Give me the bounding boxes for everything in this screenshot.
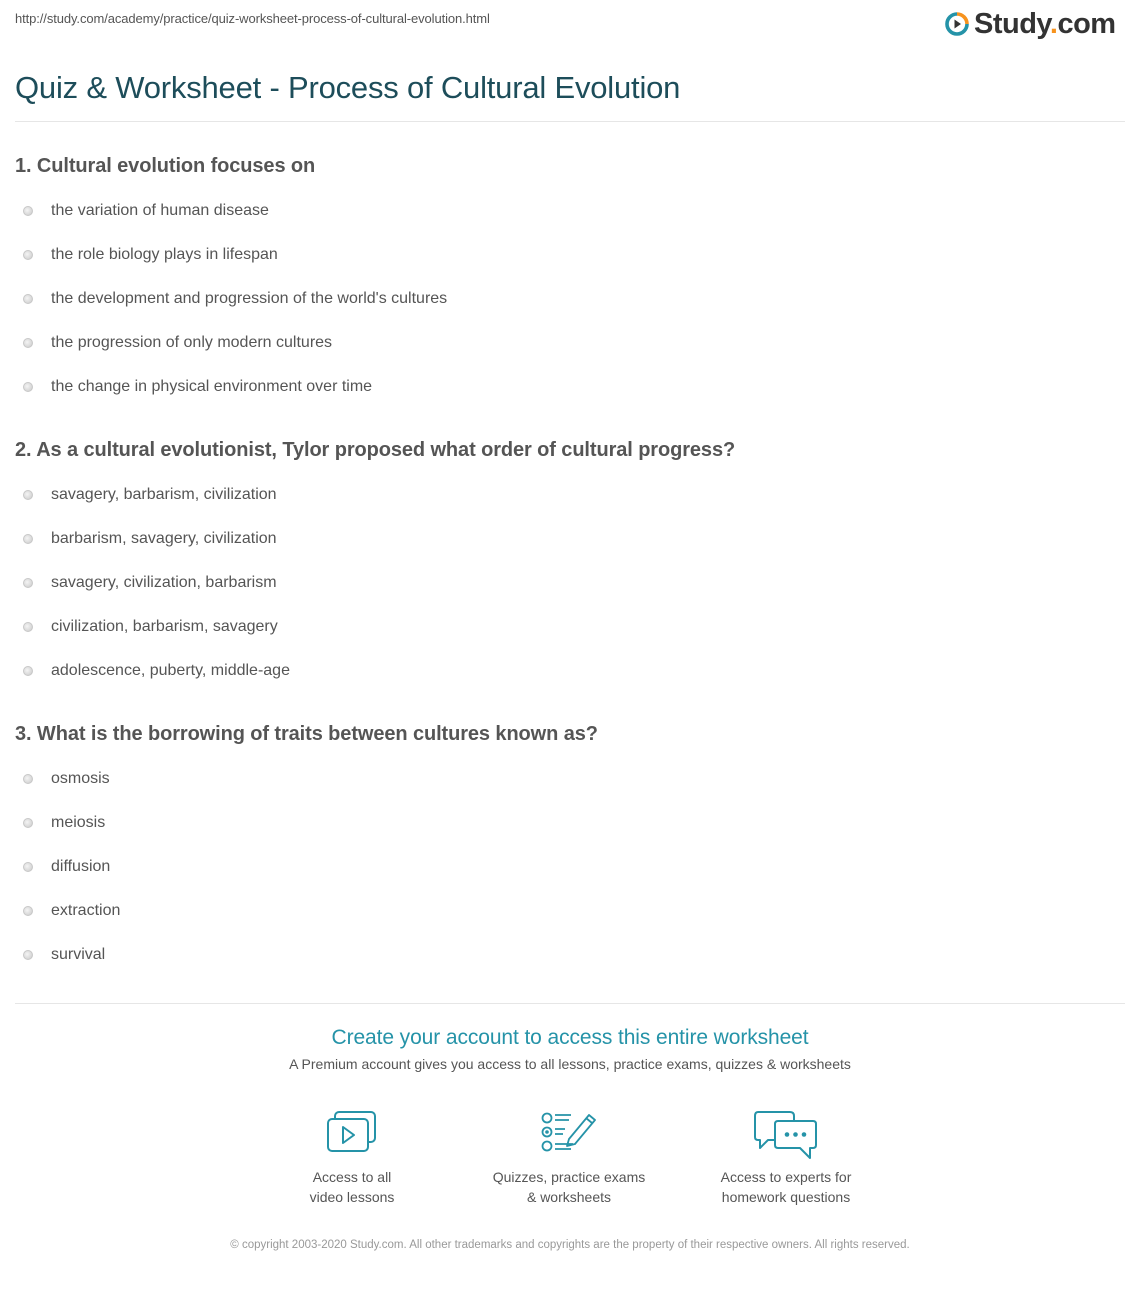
question-2	[15, 439, 735, 693]
answer-option[interactable]: extraction	[15, 889, 598, 933]
radio-icon[interactable]	[23, 578, 33, 588]
brand-name: Study.com	[974, 8, 1116, 40]
question-text: 1. Cultural evolution focuses on	[15, 155, 316, 177]
signup-cta	[0, 1026, 1140, 1072]
feature-video-lessons: Access to all video lessons	[252, 1110, 452, 1207]
answer-options	[15, 189, 447, 409]
radio-icon[interactable]	[23, 490, 33, 500]
answer-option[interactable]: osmosis	[15, 757, 598, 801]
radio-icon[interactable]	[23, 818, 33, 828]
play-circle-icon	[945, 12, 969, 36]
chat-bubbles-icon	[754, 1110, 818, 1162]
answer-option[interactable]: the variation of human disease	[15, 189, 447, 233]
question-text: 3. What is the borrowing of traits between cultures known as?	[15, 723, 598, 745]
answer-option[interactable]: civilization, barbarism, savagery	[15, 605, 735, 649]
answer-option[interactable]: meiosis	[15, 801, 598, 845]
cta-subtitle: A Premium account gives you access to all lessons, practice exams, quizzes & worksheets	[289, 1056, 851, 1072]
radio-icon[interactable]	[23, 774, 33, 784]
answer-option[interactable]: savagery, barbarism, civilization	[15, 473, 735, 517]
question-1	[15, 155, 447, 409]
radio-icon[interactable]	[23, 622, 33, 632]
radio-icon[interactable]	[23, 250, 33, 260]
radio-icon[interactable]	[23, 534, 33, 544]
divider	[15, 1003, 1125, 1004]
answer-option[interactable]: diffusion	[15, 845, 598, 889]
answer-option[interactable]: the development and progression of the world's cultures	[15, 277, 447, 321]
divider	[15, 121, 1125, 122]
radio-icon[interactable]	[23, 294, 33, 304]
answer-option[interactable]: the progression of only modern cultures	[15, 321, 447, 365]
radio-icon[interactable]	[23, 206, 33, 216]
cta-title[interactable]: Create your account to access this entire worksheet	[331, 1026, 809, 1049]
feature-quizzes: Quizzes, practice exams & worksheets	[469, 1110, 669, 1207]
feature-experts: Access to experts for homework questions	[686, 1110, 886, 1207]
radio-icon[interactable]	[23, 382, 33, 392]
answer-option[interactable]: survival	[15, 933, 598, 977]
answer-option[interactable]: savagery, civilization, barbarism	[15, 561, 735, 605]
quiz-checklist-icon	[541, 1110, 597, 1154]
answer-option[interactable]: the role biology plays in lifespan	[15, 233, 447, 277]
page-url: http://study.com/academy/practice/quiz-worksheet-process-of-cultural-evolution.html	[15, 11, 490, 26]
question-text: 2. As a cultural evolutionist, Tylor proposed what order of cultural progress?	[15, 439, 736, 461]
radio-icon[interactable]	[23, 950, 33, 960]
radio-icon[interactable]	[23, 666, 33, 676]
radio-icon[interactable]	[23, 338, 33, 348]
copyright-notice: © copyright 2003-2020 Study.com. All other trademarks and copyrights are the property of their respective owners. All rights reserved.	[230, 1239, 910, 1251]
page-title: Quiz & Worksheet - Process of Cultural Evolution	[15, 70, 681, 105]
video-lessons-icon	[326, 1110, 378, 1154]
radio-icon[interactable]	[23, 906, 33, 916]
question-3	[15, 723, 598, 977]
answer-option[interactable]: adolescence, puberty, middle-age	[15, 649, 735, 693]
answer-options	[15, 473, 735, 693]
study-logo[interactable]	[945, 6, 1116, 42]
answer-option[interactable]: barbarism, savagery, civilization	[15, 517, 735, 561]
radio-icon[interactable]	[23, 862, 33, 872]
answer-options	[15, 757, 598, 977]
answer-option[interactable]: the change in physical environment over time	[15, 365, 447, 409]
